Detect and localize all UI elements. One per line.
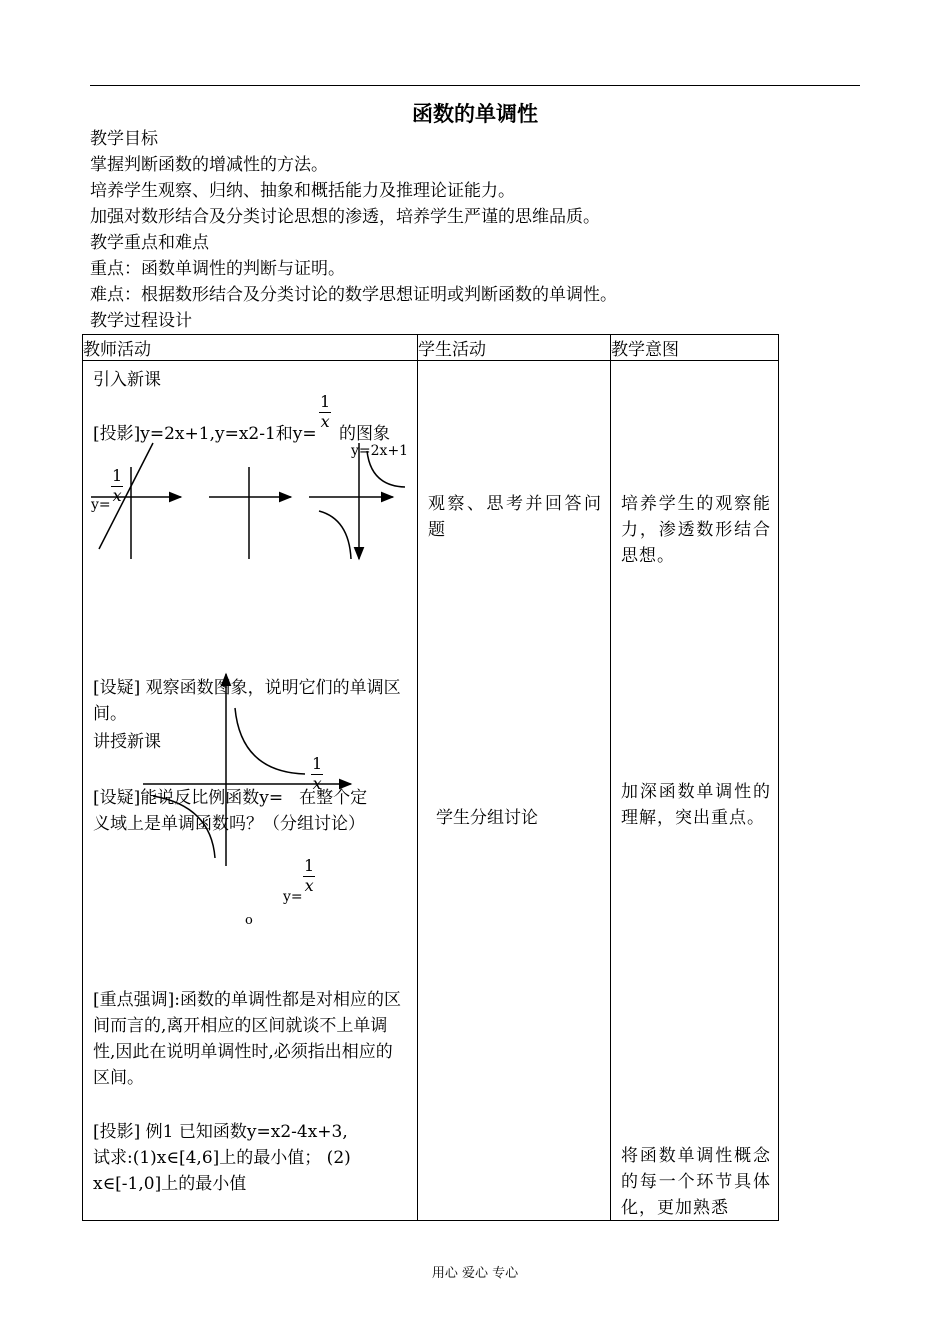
teacher-activity-cell: [83, 361, 418, 1221]
header-teaching-intent: 教学意图: [611, 335, 779, 361]
difficulty-line: 难点：根据数形结合及分类讨论的数学思想证明或判断函数的单调性。: [90, 285, 617, 305]
question-reciprocal: [设疑]能说反比例函数y= 在整个定: [93, 788, 368, 808]
table-row: [83, 361, 779, 1221]
student-activity-observe: 观察、思考并回答问题: [428, 494, 602, 540]
lesson-table: [82, 334, 779, 1221]
goal-line: 掌握判断函数的增减性的方法。: [90, 155, 328, 175]
line-graph: [99, 443, 153, 549]
intro-label: 引入新课: [93, 370, 161, 390]
new-lesson-label: 讲授新课: [93, 732, 161, 752]
example-line: 试求:(1)x∈[4,6]上的最小值； (2): [93, 1148, 351, 1168]
goal-line: 培养学生观察、归纳、抽象和概括能力及推理论证能力。: [90, 181, 515, 201]
key-point-line: 重点：函数单调性的判断与证明。: [90, 259, 345, 279]
fraction-one-over-x: $\frac{1}{x}$: [112, 466, 123, 505]
table-header-row: [83, 335, 779, 361]
fraction-one-over-x: $\frac{1}{x}$: [312, 754, 323, 793]
hyperbola-branch: [319, 511, 351, 559]
section-heading-key-points: 教学重点和难点: [90, 233, 209, 253]
projection-suffix: 的图象: [339, 424, 390, 444]
fraction-one-over-x: $\frac{1}{x}$: [304, 856, 315, 895]
example-line: [投影] 例1 已知函数y=x2-4x+3,: [93, 1122, 348, 1142]
question-monotonic-intervals: [设疑] 观察函数图象，说明它们的单调区间。: [93, 678, 401, 724]
graph-label-recip: y=: [91, 497, 111, 513]
origin-label: o: [245, 913, 253, 928]
example-line: x∈[-1,0]上的最小值: [93, 1174, 247, 1194]
header-teacher-activity: 教师活动: [83, 335, 418, 361]
header-student-activity: 学生活动: [418, 335, 611, 361]
intent-observation: 培养学生的观察能力，渗透数形结合思想。: [621, 494, 771, 566]
fraction-one-over-x: $\frac{1}{x}$: [320, 392, 331, 431]
page-footer: 用心 爱心 专心: [431, 1266, 519, 1281]
question-reciprocal-line2: 义域上是单调函数吗？（分组讨论）: [93, 814, 365, 834]
section-heading-goals: 教学目标: [90, 129, 158, 149]
goal-line: 加强对数形结合及分类讨论思想的渗透，培养学生严谨的思维品质。: [90, 207, 600, 227]
page-title: 函数的单调性: [412, 102, 538, 126]
student-activity-cell: [418, 361, 611, 1221]
intent-deepen: 加深函数单调性的理解，突出重点。: [621, 782, 771, 828]
emphasis-note: [重点强调]:函数的单调性都是对相应的区间而言的,离开相应的区间就谈不上单调性,因此在说明单调性时,必须指出相应的区间。: [93, 990, 401, 1088]
student-activity-discuss: 学生分组讨论: [436, 808, 538, 828]
recip-label: y=: [283, 889, 303, 905]
section-heading-process: 教学过程设计: [90, 311, 192, 331]
intent-concretize: 将函数单调性概念的每一个环节具体化，更加熟悉: [621, 1146, 771, 1218]
teaching-intent-cell: [611, 361, 779, 1221]
graph-label-line: y=2x+1: [351, 443, 409, 459]
header-rule: [90, 85, 860, 86]
projection-text: [投影]y=2x+1,y=x2-1和y=: [93, 424, 317, 444]
